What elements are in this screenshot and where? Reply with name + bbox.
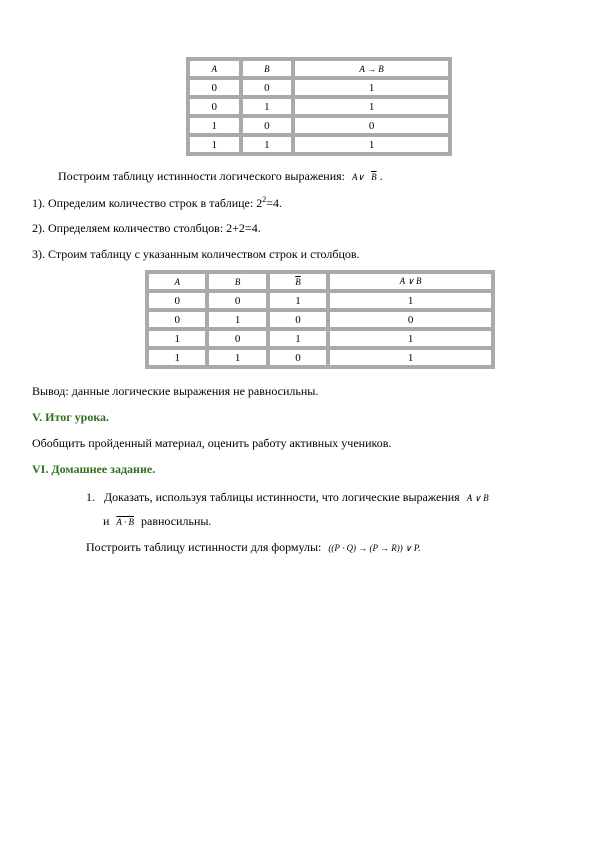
table-cell: 0 (207, 329, 267, 348)
step-1-text: 1). Определим количество строк в таблице: 2 (32, 196, 263, 210)
homework-item-1 (86, 490, 489, 505)
table-header-cell: A (188, 59, 241, 78)
homework-item-2 (86, 540, 420, 555)
step-1-tail: =4. (266, 196, 282, 210)
section-6-title: VI. Домашнее задание. (32, 462, 156, 476)
table-cell: 1 (293, 97, 450, 116)
formula-b-negated: $\overline{B}$ (371, 172, 377, 182)
conclusion: Вывод: данные логические выражения не равносильны. (32, 384, 319, 398)
item-1-number: 1. (86, 490, 95, 504)
table-cell: 0 (293, 116, 450, 135)
table-row (188, 97, 450, 116)
truth-table-2 (145, 270, 495, 369)
table-header-row (147, 272, 493, 291)
table-cell: 1 (147, 348, 207, 367)
table-cell: 1 (207, 310, 267, 329)
table-row (147, 310, 493, 329)
table-cell: 1 (293, 135, 450, 154)
table-header-cell: B (241, 59, 294, 78)
item-1-text: Доказать, используя таблицы истинности, что логические выражения (104, 490, 460, 504)
formula-a: A (351, 172, 358, 182)
table-cell: 1 (328, 348, 493, 367)
table-row (147, 348, 493, 367)
paragraph-text: Построим таблицу истинности логического выражения: (58, 169, 345, 183)
table-cell: 1 (241, 97, 294, 116)
item-1-tail: равносильны. (141, 514, 212, 528)
table-row (188, 135, 450, 154)
table-cell: 1 (188, 135, 241, 154)
table-cell: 0 (207, 291, 267, 310)
item-2-formula: ((P · Q) → (P → R)) ∨ P. (328, 543, 421, 553)
table-cell: 0 (268, 310, 328, 329)
item-1-formula-2: A · B (116, 517, 135, 527)
item-2-text: Построить таблицу истинности для формулы: (86, 540, 322, 554)
table-cell: 0 (328, 310, 493, 329)
table-cell: 1 (268, 291, 328, 310)
table-cell: 1 (207, 348, 267, 367)
homework-item-1-cont (103, 514, 211, 529)
table-row (188, 116, 450, 135)
table-cell: 0 (188, 97, 241, 116)
table-cell: 1 (241, 135, 294, 154)
paragraph-truth-table-intro (58, 169, 383, 184)
table-header-row (188, 59, 450, 78)
truth-table-1 (186, 57, 452, 156)
table-header-cell-negated: $\overline{B}$ (268, 272, 328, 291)
table-row (188, 78, 450, 97)
table-header-cell: B (207, 272, 267, 291)
section-5-title: V. Итог урока. (32, 410, 110, 424)
table-cell: 1 (293, 78, 450, 97)
step-1-exponent: 2 (262, 195, 267, 204)
step-2: 2). Определяем количество столбцов: 2+2=4. (32, 221, 261, 235)
section-5-text: Обобщить пройденный материал, оценить работу активных учеников. (32, 436, 392, 450)
table-header-cell: A (147, 272, 207, 291)
table-header-cell: A → B (293, 59, 450, 78)
header-formula: A ∨ B (399, 276, 422, 286)
item-1-and: и (103, 514, 110, 528)
table-row (147, 291, 493, 310)
table-cell: 1 (268, 329, 328, 348)
step-3: 3). Строим таблицу с указанным количеством строк и столбцов. (32, 247, 360, 261)
paragraph-end: . (379, 169, 383, 183)
step-1 (32, 195, 282, 211)
table-cell: 0 (147, 291, 207, 310)
table-cell: 1 (147, 329, 207, 348)
table-cell: 0 (147, 310, 207, 329)
table-cell: 0 (241, 116, 294, 135)
table-cell: 1 (188, 116, 241, 135)
table-cell: 0 (268, 348, 328, 367)
table-cell: 1 (328, 291, 493, 310)
formula-op: ∨ (357, 172, 365, 182)
table-row (147, 329, 493, 348)
item-1-formula-1: A ∨ B (466, 493, 489, 503)
table-cell: 1 (328, 329, 493, 348)
table-cell: 0 (188, 78, 241, 97)
table-header-cell (328, 272, 493, 291)
table-cell: 0 (241, 78, 294, 97)
